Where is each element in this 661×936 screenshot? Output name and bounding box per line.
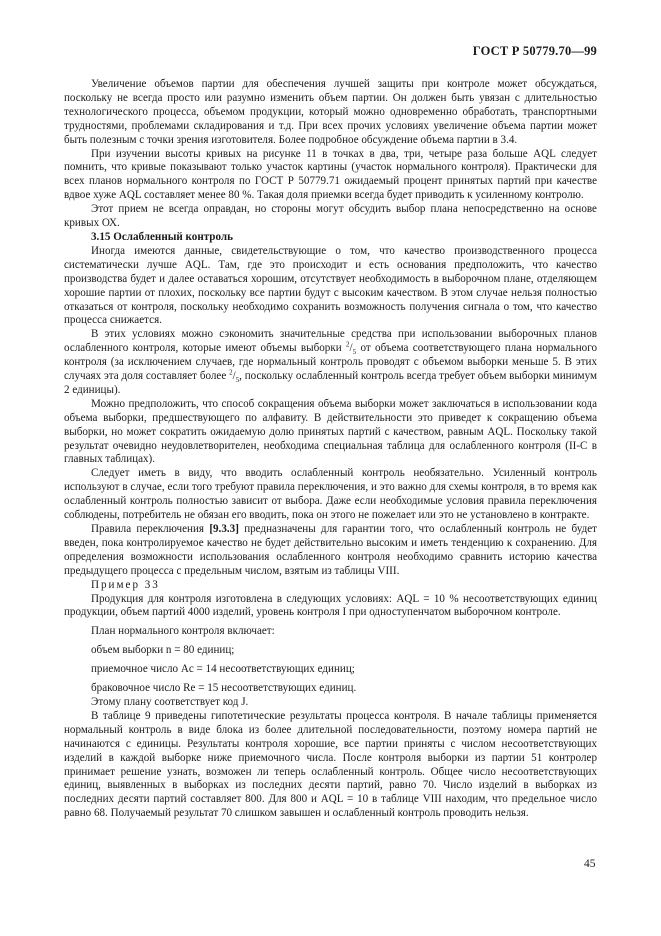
paragraph-switching-rules <box>64 523 597 579</box>
text-run: , поскольку ослабленный контроль всегда требует объем выборки минимум 2 единицы). <box>64 370 597 396</box>
paragraph: Можно предположить, что способ сокращения объема выборки может заключаться в использовании кода объема выборки, предшествующего по алфавиту. В действительности это приведет к сокращению объема выборки, но может сократить ожидаемую долю принятых партий с качеством, равным AQL. Поскольку такой результат очевидно неудовлетворителен, необходима специальная таблица для ослабленного контроля (II-C в главных таблицах). <box>64 397 597 466</box>
clause-reference: [9.3.3] <box>209 523 239 535</box>
fraction-denominator: 5 <box>235 376 240 385</box>
paragraph: Продукция для контроля изготовлена в следующих условиях: AQL = 10 % несоответствующих единиц продукции, объем партий 4000 изделий, уровень контроля I при одноступенчатом выборочном контроле. <box>64 592 597 619</box>
paragraph: При изучении высоты кривых на рисунке 11 в точках в два, три, четыре раза больше AQL следует помнить, что кривые показывают только участок картины (участок нормального контроля). Практически для всех планов нормального контроля по ГОСТ Р 50779.71 ожидаемый процент принятых партий при качестве вдвое хуже AQL составляет менее 80 %. Такая доля приемки всегда будет приводить к усиленному контролю. <box>64 147 597 202</box>
section-heading: 3.15 Ослабленный контроль <box>91 230 233 243</box>
page-number: 45 <box>584 858 596 870</box>
paragraph: Увеличение объемов партии для обеспечения лучшей защиты при контроле может обсуждаться, поскольку не всегда просто или разумно изменить объем партии. Он должен быть увязан с длительностью технологического процесса, объемом продукции, который можно одновременно обработать, транспортными трудностями, проблемами складирования и т.д. При всех прочих условиях увеличение объема партии может быть полезным с точки зрения изготовителя. Более подробное обсуждение объема партии в 3.4. <box>64 78 597 146</box>
text-run: предназначены для гарантии того, что ослабленный контроль не будет введен, пока контролируемое качество не будет действительно высоким и иметь тенденцию к сохранению. Для определения возможности использования ослабленного контроля необходимо сравнить историю качества предыдущего процесса с предельным числом, взятым из таблицы VIII. <box>64 523 597 577</box>
page-body <box>64 78 597 821</box>
text-run: Правила переключения <box>91 523 205 535</box>
fraction-denominator: 5 <box>352 348 357 357</box>
plan-code: Этому плану соответствует код J. <box>91 695 249 708</box>
paragraph-fraction: В этих условиях можно сэкономить значительные средства при использовании выборочных планов ослабленного контроля, которые имеют объемы выборки $^2/_5$ от объема соответствующего плана нормального контроля (за исключением случаев, где нормальный контроль проводят с объемом выборки меньше 5. В этих случаях эта доля составляет более $^2/_5$, поскольку ослабленный контроль всегда требует объем выборки минимум 2 единицы). <box>64 328 598 396</box>
text-run: от объема соответствующего плана нормального контроля (за исключением случаев, где нормальный контроль проводят с объемом выборки меньше 5. В этих случаях эта доля составляет более <box>64 342 598 383</box>
plan-line: объем выборки n = 80 единиц; <box>91 644 235 657</box>
plan-line: приемочное число Ac = 14 несоответствующих единиц; <box>91 663 355 676</box>
paragraph: Этот прием не всегда оправдан, но стороны могут обсудить выбор плана непосредственно на основе кривых ОХ. <box>64 203 597 230</box>
plan-line: браковочное число Re = 15 несоответствующих единиц. <box>91 682 357 695</box>
example-label: Пример 33 <box>91 578 160 591</box>
plan-intro: План нормального контроля включает: <box>91 625 275 638</box>
paragraph: Следует иметь в виду, что вводить ослабленный контроль необязательно. Усиленный контроль используют в случае, если того требуют правила переключения, и это важно для схемы контроля, в то время как ослабленный контроль полностью зависит от выбора. Даже если необходимые условия правила переключения соблюдены, потребитель не обязан его вводить, пока он этого не пожелает или это не установлено в контракте. <box>64 467 597 522</box>
text-run: В этих условиях можно сэкономить значительные средства при использовании выборочных планов ослабленного контроля, которые имеют объемы выборки <box>64 328 597 355</box>
fraction-numerator: 2 <box>346 340 350 349</box>
paragraph: Иногда имеются данные, свидетельствующие о том, что качество производственного процесса систематически лучше AQL. Там, где это происходит и есть основания предположить, что качество производства будет и далее оставаться хорошим, отсутствует необходимость в выборочном плане, отделяющем хорошие партии от плохих, поскольку все партии будут с высоким качеством. В этом случае нельзя полностью отказаться от контроля, поскольку необходимо сохранить возможность получения сигнала о том, что качество процесса снижается. <box>64 244 597 327</box>
paragraph: В таблице 9 приведены гипотетические результаты процесса контроля. В начале таблицы применяется нормальный контроль в виде блока из более длительной последовательности, поэтому номера партий не начинаются с единицы. Результаты контроля хорошие, все партии приняты с числом несоответствующих изделий в каждой выборке ниже приемочного числа. После контроля выборки из партии 51 контролер принимает решение узнать, возможен ли теперь ослабленный контроль. Общее число несоответствующих единиц, выявленных в выборках из последних десяти партий, равно 70. Число изделий в выборках из последних десяти партий составляет 800. Для 800 и AQL = 10 в таблице VIII находим, что предельное число равно 68. Получаемый результат 70 слишком завышен и ослабленный контроль проводить нельзя. <box>64 709 597 820</box>
fraction-numerator: 2 <box>229 368 233 377</box>
standard-designation: ГОСТ Р 50779.70—99 <box>472 44 597 58</box>
